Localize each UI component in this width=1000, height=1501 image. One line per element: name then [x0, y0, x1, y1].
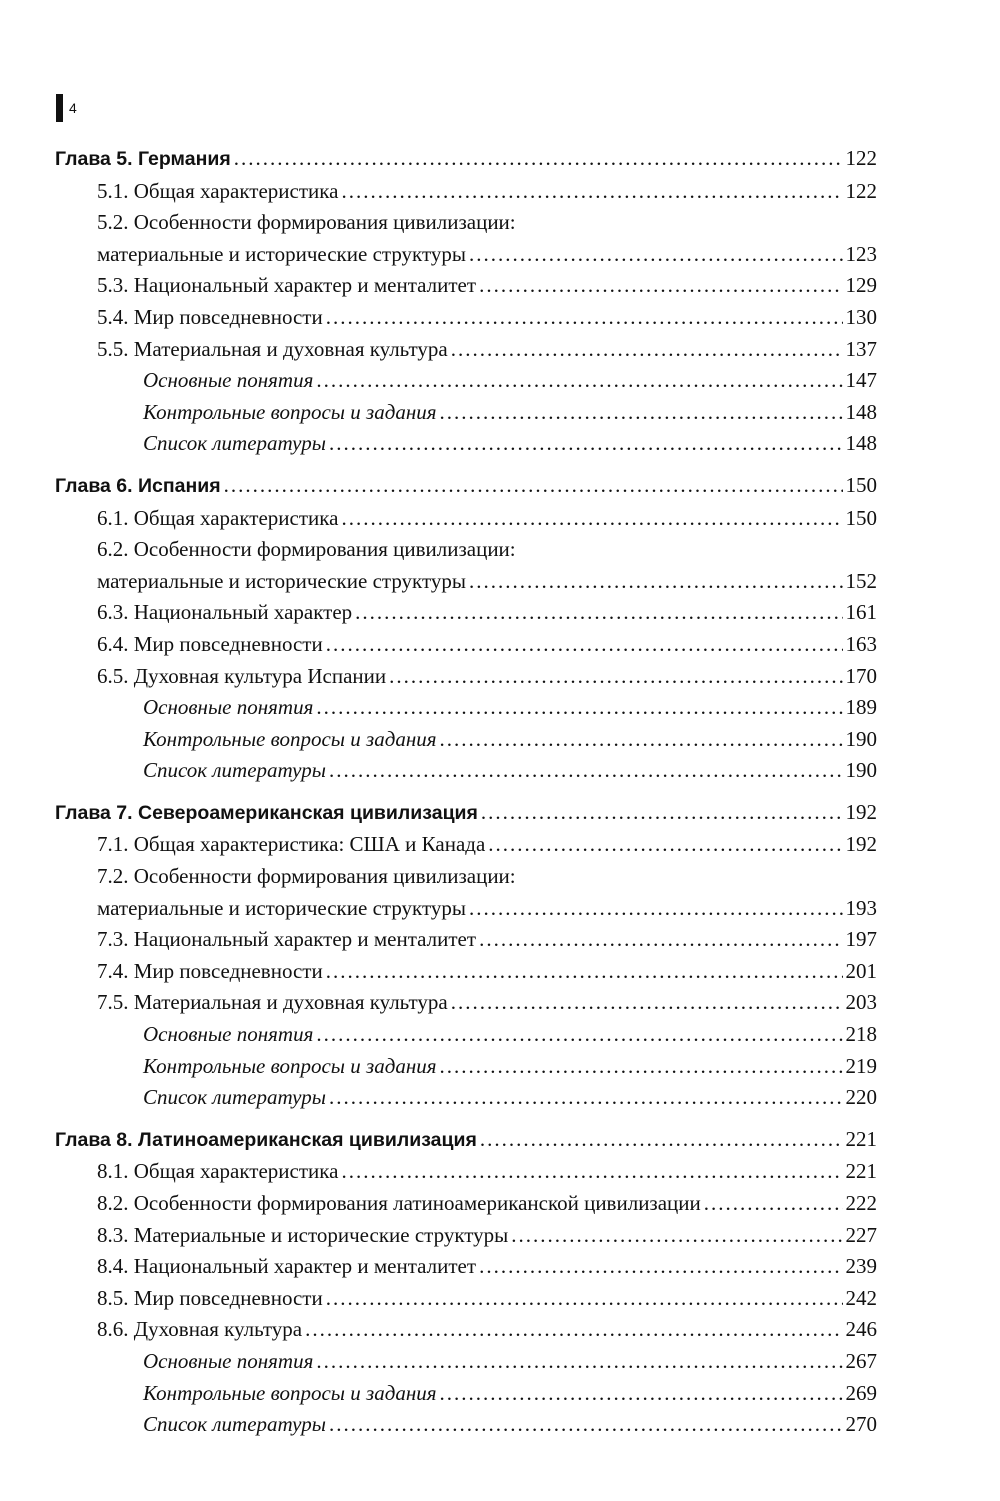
chapter-page: 150	[845, 472, 877, 497]
chapter-page: 122	[845, 146, 877, 170]
dot-leader	[316, 692, 842, 724]
section-label: 6.5. Духовная культура Испании	[97, 663, 387, 688]
dot-leader	[481, 797, 843, 829]
chapter-5	[55, 143, 877, 460]
section-row[interactable]	[55, 176, 877, 208]
dot-leader	[488, 829, 842, 861]
chapter-page: 192	[845, 799, 877, 824]
dot-leader	[469, 566, 843, 598]
dot-leader	[389, 661, 842, 693]
extra-label: Контрольные вопросы и задания	[143, 399, 437, 424]
dot-leader	[305, 1314, 842, 1346]
section-label-line1[interactable]: 6.2. Особенности формирования цивилизации:	[97, 537, 516, 562]
dot-leader	[451, 334, 843, 366]
chapter-title-row[interactable]	[55, 1124, 877, 1157]
section-label: 8.5. Мир повседневности	[97, 1285, 323, 1310]
chapter-title: Глава 6. Испания	[55, 474, 221, 497]
extra-label: Основные понятия	[143, 368, 314, 393]
dot-leader	[355, 597, 842, 629]
section-label: 7.3. Национальный характер и менталитет	[97, 927, 477, 952]
section-page: 163	[845, 631, 877, 656]
extra-row[interactable]	[55, 1019, 877, 1051]
extra-row[interactable]	[55, 397, 877, 429]
extra-page: 190	[845, 758, 877, 783]
section-page: 129	[845, 273, 877, 298]
section-label-line1[interactable]: 5.2. Особенности формирования цивилизации:	[97, 210, 516, 235]
dot-leader	[234, 143, 843, 175]
chapter-title-row[interactable]	[55, 797, 877, 830]
extra-page: 270	[845, 1412, 877, 1437]
section-page: 130	[845, 304, 877, 329]
extra-label: Основные понятия	[143, 1348, 314, 1373]
extra-page: 147	[845, 368, 877, 393]
extra-page: 220	[845, 1085, 877, 1110]
section-label: материальные и исторические структуры	[97, 568, 466, 593]
extra-page: 218	[845, 1022, 877, 1047]
section-row[interactable]	[55, 956, 877, 988]
chapter-8	[55, 1124, 877, 1441]
section-page: 150	[845, 505, 877, 530]
section-page: 193	[845, 895, 877, 920]
section-row[interactable]	[55, 302, 877, 334]
section-page: 222	[845, 1191, 877, 1215]
section-label: 5.5. Материальная и духовная культура	[97, 336, 448, 361]
section-row[interactable]	[55, 334, 877, 366]
section-page: 161	[845, 600, 877, 625]
section-page: 170	[845, 663, 877, 688]
extra-label: Список литературы	[143, 1412, 326, 1437]
section-label: 8.2. Особенности формирования латиноамериканской цивилизации	[97, 1191, 701, 1215]
chapter-title-row[interactable]	[55, 143, 877, 176]
section-label: 7.1. Общая характеристика: США и Канада	[97, 832, 486, 857]
dot-leader	[326, 629, 843, 661]
dot-leader	[341, 503, 842, 535]
extra-label: Контрольные вопросы и задания	[143, 1053, 437, 1078]
section-page: 203	[845, 990, 877, 1015]
section-row[interactable]	[55, 270, 877, 302]
extra-label: Список литературы	[143, 431, 326, 456]
section-row[interactable]	[55, 239, 877, 271]
page-number: 4	[69, 100, 77, 116]
section-row[interactable]	[55, 629, 877, 661]
section-page: 122	[845, 178, 877, 203]
page-marker-bar	[56, 94, 63, 122]
dot-leader	[224, 470, 843, 502]
section-row[interactable]	[55, 987, 877, 1019]
section-label: 8.6. Духовная культура	[97, 1317, 303, 1342]
extra-row[interactable]	[55, 365, 877, 397]
section-page: 123	[845, 241, 877, 266]
dot-leader	[341, 176, 842, 208]
dot-leader	[440, 724, 843, 756]
extra-row[interactable]	[55, 755, 877, 787]
extra-row[interactable]	[55, 692, 877, 724]
extra-label: Контрольные вопросы и задания	[143, 1380, 437, 1405]
section-label: 5.3. Национальный характер и менталитет	[97, 273, 477, 298]
section-page: 246	[845, 1317, 877, 1342]
dot-leader	[440, 1051, 843, 1083]
dot-leader	[329, 1409, 843, 1441]
dot-leader	[479, 1251, 842, 1283]
chapter-title: Глава 8. Латиноамериканская цивилизация	[55, 1128, 477, 1151]
dot-leader	[329, 428, 843, 460]
dot-leader	[316, 365, 842, 397]
extra-page: 269	[845, 1380, 877, 1405]
section-label: 7.5. Материальная и духовная культура	[97, 990, 448, 1015]
extra-row[interactable]	[55, 428, 877, 460]
dot-leader	[480, 1124, 843, 1156]
extra-page: 148	[845, 399, 877, 424]
section-label: 7.4. Мир повседневности	[97, 958, 323, 983]
dot-leader	[440, 1378, 843, 1410]
chapter-title: Глава 5. Германия	[55, 148, 231, 170]
dot-leader	[451, 987, 843, 1019]
dot-leader	[469, 239, 843, 271]
extra-row[interactable]	[55, 1378, 877, 1410]
section-label: 5.4. Мир повседневности	[97, 304, 323, 329]
dot-leader	[316, 1346, 842, 1378]
section-row[interactable]	[55, 924, 877, 956]
chapter-7	[55, 797, 877, 1114]
table-of-contents	[55, 143, 877, 1451]
dot-leader	[329, 1082, 843, 1114]
page-number-marker	[56, 94, 77, 122]
section-label: материальные и исторические структуры	[97, 241, 466, 266]
dot-leader	[704, 1188, 843, 1220]
chapter-title: Глава 7. Североамериканская цивилизация	[55, 801, 478, 824]
extra-row[interactable]	[55, 1082, 877, 1114]
extra-label: Список литературы	[143, 758, 326, 783]
extra-label: Контрольные вопросы и задания	[143, 726, 437, 751]
extra-page: 267	[845, 1348, 877, 1373]
extra-row[interactable]	[55, 1346, 877, 1378]
extra-row[interactable]	[55, 1051, 877, 1083]
section-row[interactable]	[55, 829, 877, 861]
extra-page: 148	[845, 431, 877, 456]
section-row[interactable]	[55, 1251, 877, 1283]
section-label: 8.4. Национальный характер и менталитет	[97, 1254, 477, 1279]
section-label-line1[interactable]: 7.2. Особенности формирования цивилизации:	[97, 864, 516, 889]
extra-label: Основные понятия	[143, 695, 314, 720]
dot-leader	[329, 755, 843, 787]
dot-leader	[479, 924, 842, 956]
extra-page: 190	[845, 726, 877, 751]
dot-leader	[326, 302, 843, 334]
chapter-title-row[interactable]	[55, 470, 877, 503]
section-row[interactable]	[55, 1220, 877, 1252]
section-page: 192	[845, 832, 877, 857]
section-label: 6.3. Национальный характер	[97, 600, 353, 625]
section-label: 6.1. Общая характеристика	[97, 505, 339, 530]
extra-row[interactable]	[55, 1409, 877, 1441]
section-label: 8.1. Общая характеристика	[97, 1159, 339, 1184]
section-row[interactable]	[55, 1314, 877, 1346]
dot-leader	[341, 1156, 842, 1188]
section-page: 197	[845, 927, 877, 952]
extra-page: 219	[845, 1053, 877, 1078]
section-row[interactable]	[55, 1156, 877, 1188]
section-page: 239	[845, 1254, 877, 1279]
extra-page: 189	[845, 695, 877, 720]
dot-leader	[316, 1019, 842, 1051]
section-label: 6.4. Мир повседневности	[97, 631, 323, 656]
section-row[interactable]	[55, 893, 877, 925]
dot-leader	[479, 270, 842, 302]
chapter-page: 221	[845, 1126, 877, 1151]
section-page: 137	[845, 336, 877, 361]
extra-label: Список литературы	[143, 1085, 326, 1110]
section-row[interactable]	[55, 597, 877, 629]
section-page: 227	[845, 1222, 877, 1247]
section-page: 221	[845, 1159, 877, 1184]
section-page: 201	[845, 958, 877, 983]
dot-leader	[469, 893, 843, 925]
extra-row[interactable]	[55, 724, 877, 756]
section-page: 152	[845, 568, 877, 593]
dot-leader	[326, 1283, 843, 1315]
dot-leader	[326, 956, 843, 988]
extra-label: Основные понятия	[143, 1022, 314, 1047]
section-label: материальные и исторические структуры	[97, 895, 466, 920]
section-row[interactable]	[55, 566, 877, 598]
chapter-6	[55, 470, 877, 787]
section-row[interactable]	[55, 1188, 877, 1220]
dot-leader	[440, 397, 843, 429]
section-row[interactable]	[55, 503, 877, 535]
dot-leader	[511, 1220, 842, 1252]
section-label: 8.3. Материальные и исторические структуры	[97, 1222, 509, 1247]
section-row[interactable]	[55, 661, 877, 693]
section-page: 242	[845, 1285, 877, 1310]
section-label: 5.1. Общая характеристика	[97, 178, 339, 203]
section-row[interactable]	[55, 1283, 877, 1315]
